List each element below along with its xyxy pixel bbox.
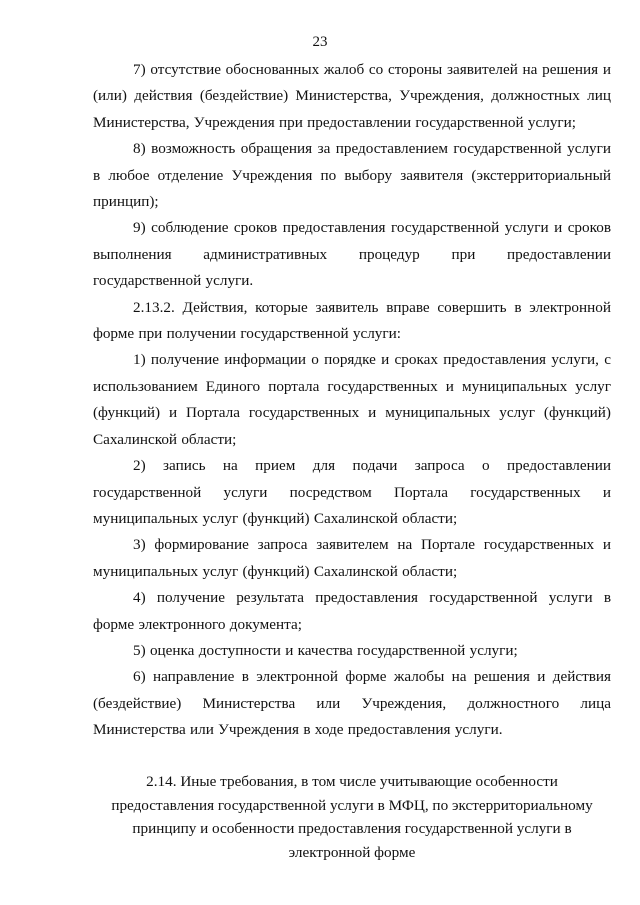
- paragraph-item-9: 9) соблюдение сроков предоставления государственной услуги и сроков выполнения административных процедур при предоставлении государственной услуги.: [93, 219, 611, 290]
- heading-line: электронной форме: [288, 843, 416, 861]
- paragraph-action-4: 4) получение результата предоставления государственной услуги в форме электронного документа;: [93, 589, 611, 633]
- document-body: [93, 57, 611, 744]
- page-number: 23: [312, 34, 328, 50]
- paragraph-item-7: 7) отсутствие обоснованных жалоб со стороны заявителей на решения и (или) действия (бездействие) Министерства, Учреждения, должностных лиц Министерства, Учреждения при предоставлении государственной услуги;: [93, 61, 611, 131]
- paragraph-action-2: 2) запись на прием для подачи запроса о предоставлении государственной услуги посредством Портала государственных и муниципальных услуг (функций) Сахалинской области;: [93, 457, 611, 527]
- paragraph-section-2-13-2: 2.13.2. Действия, которые заявитель вправе совершить в электронной форме при получении государственной услуги:: [93, 298, 611, 343]
- heading-line: принципу и особенности предоставления государственной услуги в: [132, 820, 572, 837]
- heading-line: 2.14. Иные требования, в том числе учитывающие особенности: [146, 773, 558, 790]
- paragraph-item-8: 8) возможность обращения за предоставлением государственной услуги в любое отделение Учреждения по выбору заявителя (экстерриториальный принцип);: [93, 140, 611, 211]
- paragraph-action-5: 5) оценка доступности и качества государственной услуги;: [133, 641, 518, 659]
- section-heading-2-14: [93, 770, 611, 864]
- paragraph-action-6: 6) направление в электронной форме жалобы на решения и действия (бездействие) Министерства или Учреждения, должностного лица Министерства или Учреждения в ходе предоставления услуги.: [93, 668, 611, 739]
- paragraph-action-3: 3) формирование запроса заявителем на Портале государственных и муниципальных услуг (функций) Сахалинской области;: [93, 536, 611, 580]
- paragraph-action-1: 1) получение информации о порядке и сроках предоставления услуги, с использованием Единого портала государственных и муниципальных услуг (функций) и Портала государственных и муниципальных услуг (функций) Сахалинской области;: [93, 351, 611, 448]
- heading-line: предоставления государственной услуги в МФЦ, по экстерриториальному: [111, 796, 593, 814]
